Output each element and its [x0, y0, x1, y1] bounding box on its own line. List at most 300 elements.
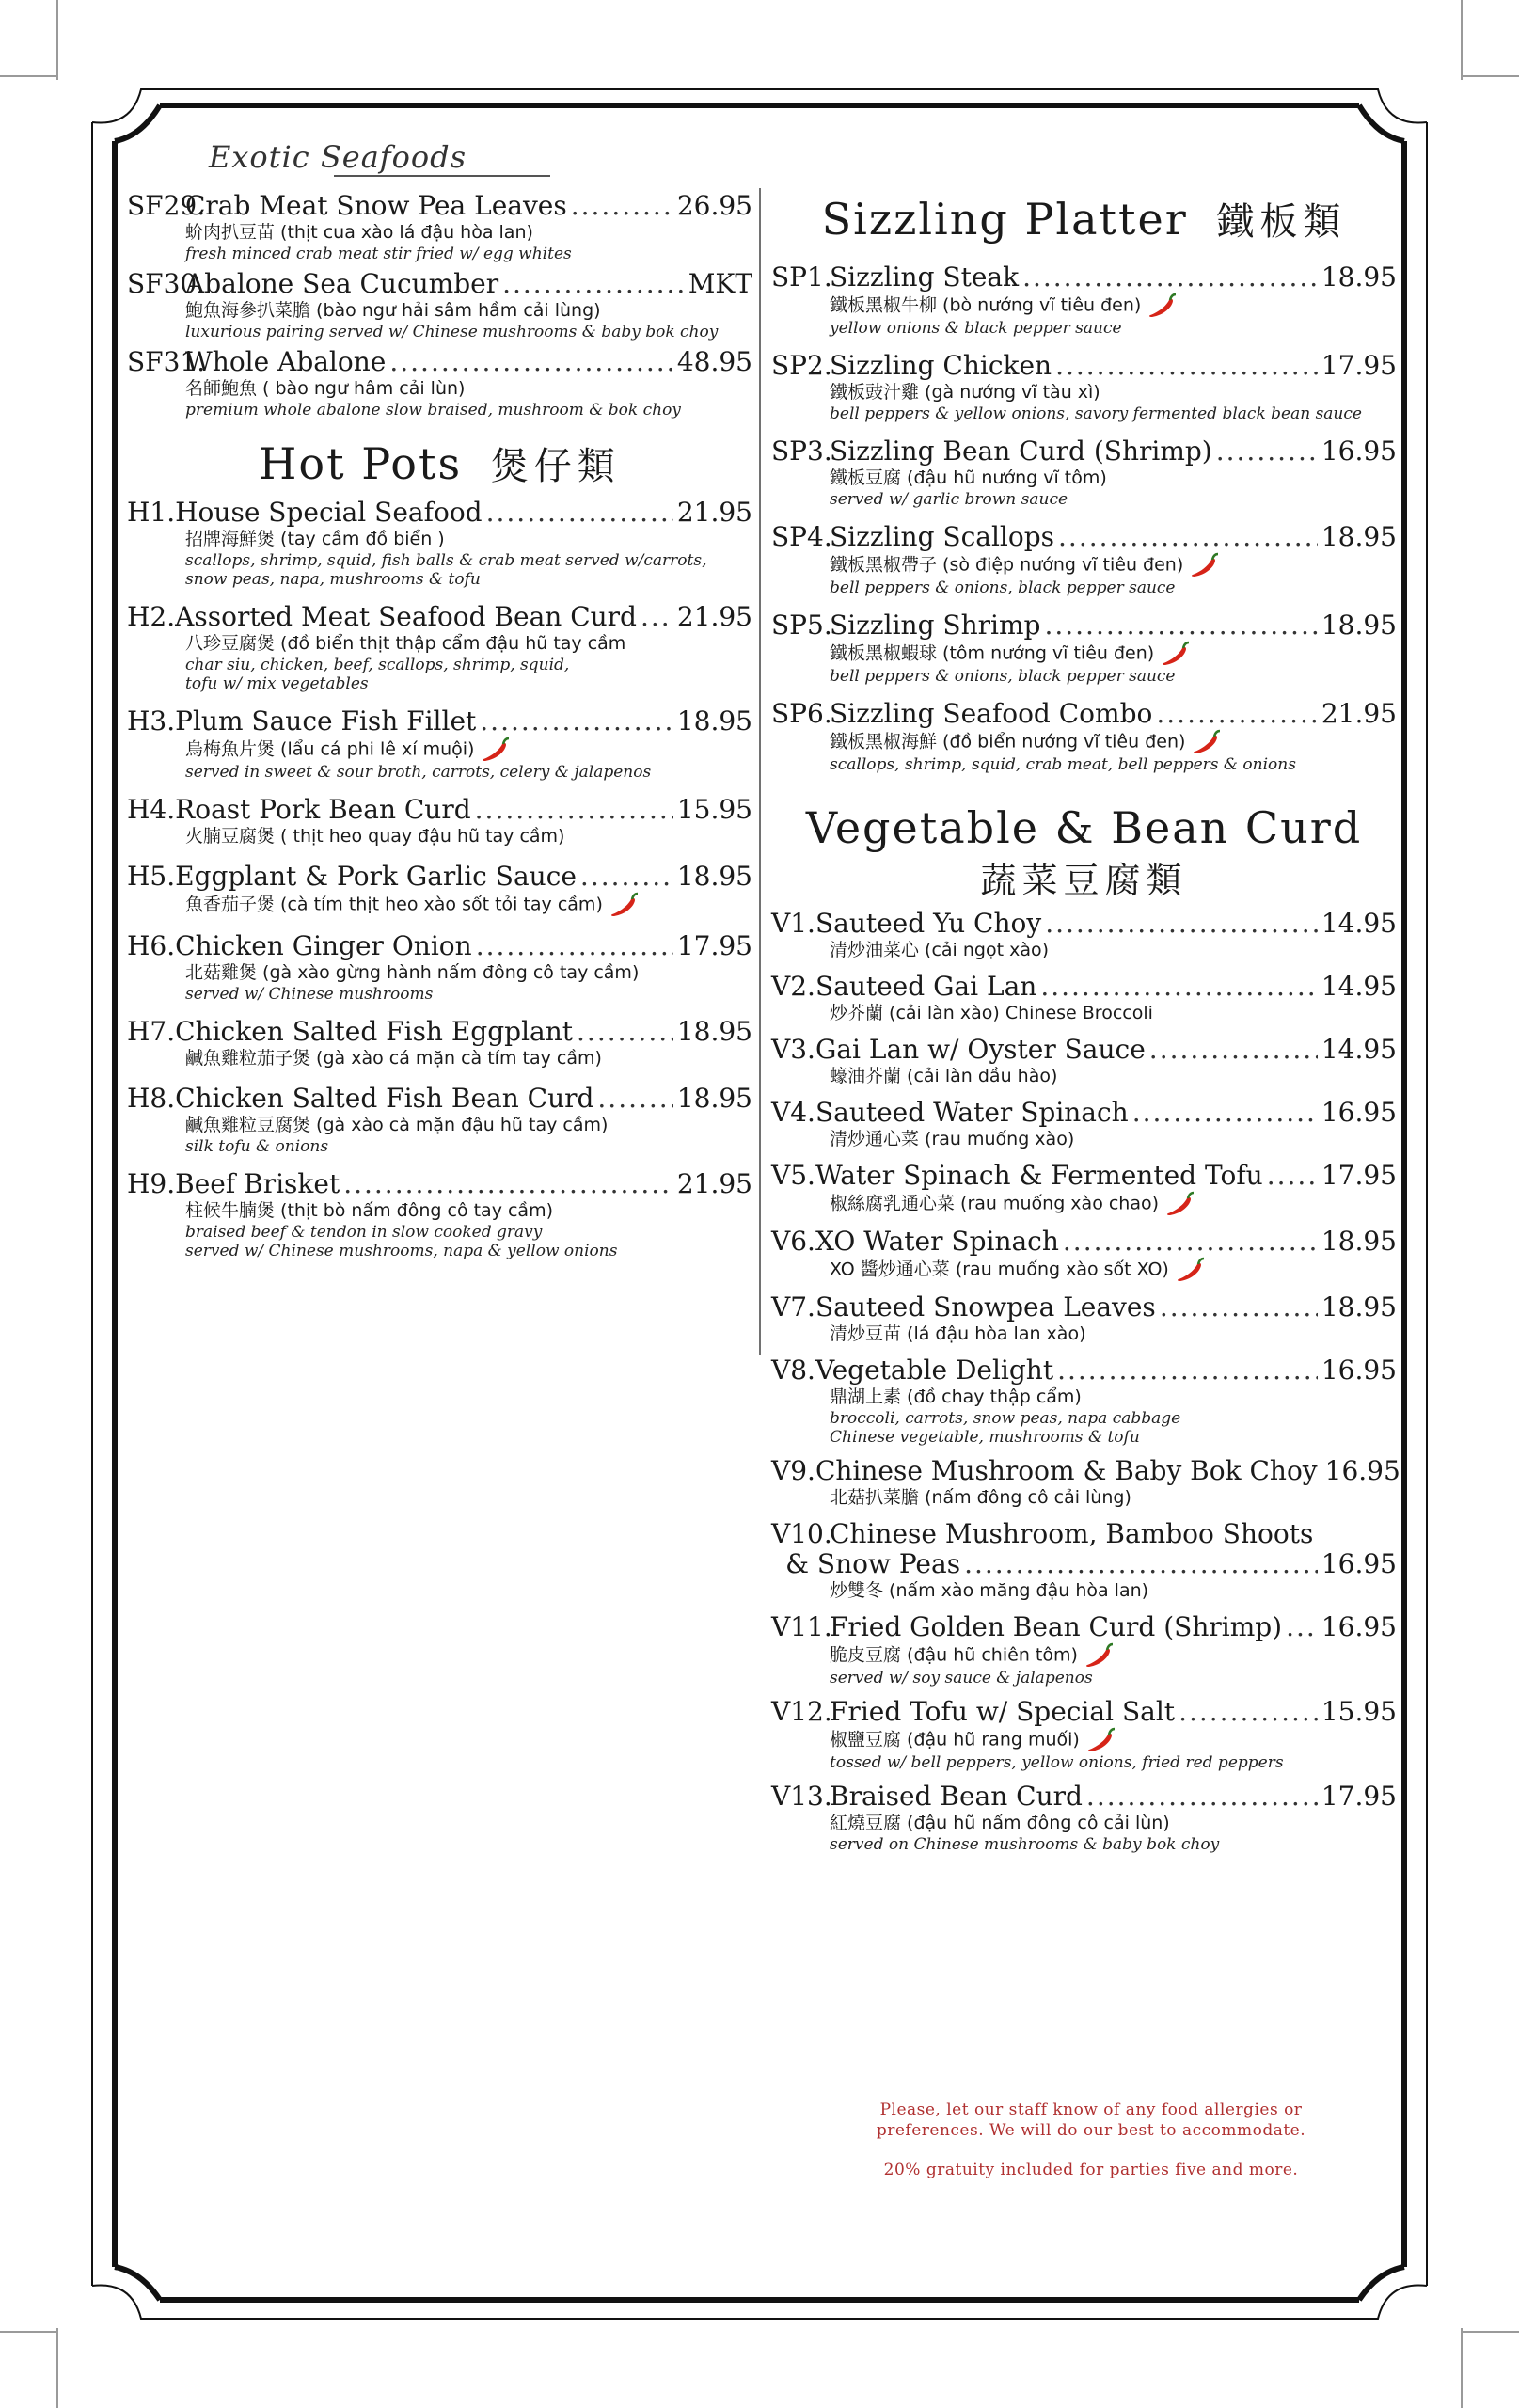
item-code: SF29.: [127, 190, 206, 221]
menu-item: [127, 498, 752, 589]
item-name: Sauteed Yu Choy: [815, 908, 1042, 939]
dot-leader: [343, 1169, 673, 1199]
gratuity-notice: 20% gratuity included for parties five and more.: [883, 2161, 1299, 2179]
item-chinese-vietnamese-text: 蚧肉扒豆苗 (thịt cua xào lá đậu hòa lan): [185, 222, 533, 243]
item-name: Sizzling Scallops: [830, 521, 1055, 552]
item-description: bell peppers & onions, black pepper sauce: [830, 667, 1176, 686]
item-price: 18.95: [1321, 1226, 1397, 1257]
menu-item-row: [127, 347, 752, 377]
item-description: snow peas, napa, mushrooms & tofu: [185, 570, 481, 589]
item-code: V13.: [771, 1781, 832, 1812]
menu-item-row: [771, 351, 1397, 381]
item-name: Roast Pork Bean Curd: [175, 794, 471, 825]
item-code: H4.: [127, 794, 176, 825]
menu-item: [771, 351, 1397, 423]
item-name: Eggplant & Pork Garlic Sauce: [175, 861, 577, 892]
chili-pepper-icon: [1189, 729, 1221, 755]
vegetable-heading: [771, 802, 1397, 903]
hot-pots-list: [127, 498, 752, 1260]
dot-leader: [1149, 1035, 1318, 1065]
item-description: bell peppers & yellow onions, savory fermented black bean sauce: [830, 404, 1362, 423]
dot-leader: [1045, 909, 1318, 939]
item-name: Braised Bean Curd: [830, 1781, 1083, 1812]
item-name-continued: & Snow Peas: [785, 1548, 961, 1579]
item-code: H3.: [127, 705, 176, 737]
item-chinese-vietnamese: [771, 1727, 1397, 1753]
item-chinese-vietnamese-text: 脆皮豆腐 (đậu hũ chiên tôm): [830, 1644, 1078, 1666]
item-price: 18.95: [1321, 610, 1397, 641]
menu-item-row: [771, 1292, 1397, 1323]
right-column: [771, 188, 1400, 1863]
dot-leader: [1055, 351, 1318, 381]
item-chinese-vietnamese-text: 鼎湖上素 (đồ chay thập cẩm): [830, 1386, 1082, 1407]
item-name: Sizzling Seafood Combo: [830, 698, 1153, 729]
menu-item: [127, 269, 752, 341]
item-code: H6.: [127, 930, 176, 961]
vegetable-list: [771, 908, 1400, 1854]
menu-item: [771, 699, 1397, 774]
dot-leader: [1160, 1292, 1318, 1323]
item-chinese-vietnamese: [771, 1579, 1397, 1603]
item-chinese-vietnamese: [771, 293, 1397, 319]
item-name: Sauteed Gai Lan: [815, 971, 1037, 1002]
item-price: 17.95: [1321, 1781, 1397, 1812]
item-code: H1.: [127, 497, 176, 528]
item-chinese-vietnamese: [127, 528, 752, 551]
menu-item-row: [771, 1455, 1400, 1486]
item-chinese-vietnamese-text: 鐵板豉汁雞 (gà nướng vĩ tàu xì): [830, 382, 1100, 403]
item-chinese-vietnamese-text: 鐵板黑椒牛柳 (bò nướng vĩ tiêu đen): [830, 294, 1142, 316]
item-price: 18.95: [676, 861, 752, 892]
menu-item: [771, 909, 1397, 962]
item-description: served in sweet & sour broth, carrots, celery & jalapenos: [185, 763, 652, 782]
dot-leader: [502, 269, 685, 299]
item-description: broccoli, carrots, snow peas, napa cabbage: [830, 1409, 1181, 1428]
item-price: 18.95: [676, 1083, 752, 1114]
menu-item: [771, 1035, 1397, 1088]
item-code: V5.: [771, 1160, 815, 1191]
item-chinese-vietnamese: [771, 467, 1397, 490]
item-description: served w/ Chinese mushrooms, napa & yellow onions: [185, 1242, 618, 1260]
chili-pepper-icon: [1163, 1191, 1195, 1217]
item-chinese-vietnamese: [127, 1114, 752, 1137]
item-chinese-vietnamese-text: 招牌海鮮煲 (tay cầm đồ biển ): [185, 529, 445, 549]
menu-item-row: [771, 1227, 1397, 1257]
item-code: SP1.: [771, 261, 832, 293]
item-price: 17.95: [1321, 1160, 1397, 1191]
menu-item-row: [127, 1169, 752, 1199]
item-description: served w/ Chinese mushrooms: [185, 985, 434, 1004]
item-chinese-vietnamese-text: 鐵板黑椒海鮮 (đồ biển nướng vĩ tiêu đen): [830, 731, 1186, 752]
item-chinese-vietnamese: [771, 1191, 1397, 1217]
item-name: Crab Meat Snow Pea Leaves: [185, 190, 567, 221]
item-description: scallops, shrimp, squid, fish balls & crab meat served w/carrots,: [185, 551, 707, 570]
menu-item-row: [771, 262, 1397, 293]
menu-item-row: [127, 1084, 752, 1114]
menu-item-row: [127, 795, 752, 825]
dot-leader: [476, 931, 673, 961]
item-code: V4.: [771, 1097, 815, 1128]
item-code: V1.: [771, 908, 815, 939]
item-chinese-vietnamese: [127, 825, 752, 848]
item-description: fresh minced crab meat stir fried w/ egg whites: [185, 245, 572, 263]
item-chinese-vietnamese: [771, 1323, 1397, 1346]
item-name: Chicken Ginger Onion: [175, 930, 472, 961]
menu-item: [127, 1169, 752, 1260]
menu-item: [127, 347, 752, 420]
menu-item-row: [127, 931, 752, 961]
item-price: 17.95: [1321, 350, 1397, 381]
item-chinese-vietnamese-text: 北菇雞煲 (gà xào gừng hành nấm đông cô tay cầm): [185, 962, 640, 983]
chili-pepper-icon: [1158, 641, 1190, 667]
item-price: 14.95: [1321, 908, 1397, 939]
item-chinese-vietnamese: [127, 1199, 752, 1223]
item-chinese-vietnamese-text: 炒芥蘭 (cải làn xào) Chinese Broccoli: [830, 1003, 1153, 1023]
menu-item-row: [127, 498, 752, 528]
item-description: served w/ soy sauce & jalapenos: [830, 1669, 1093, 1687]
item-chinese-vietnamese-text: 紅燒豆腐 (đậu hũ nấm đông cô cải lùn): [830, 1813, 1170, 1833]
menu-item: [771, 1098, 1397, 1151]
hot-pots-title: Hot Pots: [259, 438, 463, 489]
notice-line-2: preferences. We will do our best to accommodate.: [876, 2121, 1306, 2140]
item-price: 21.95: [676, 601, 752, 632]
item-price: 14.95: [1321, 1034, 1397, 1065]
dot-leader: [597, 1084, 672, 1114]
item-chinese-vietnamese-text: 烏梅魚片煲 (lẩu cá phi lê xí muội): [185, 738, 475, 760]
item-code: SF31.: [127, 346, 206, 377]
menu-item: [771, 1355, 1397, 1447]
menu-item-row: [771, 972, 1397, 1002]
item-description: luxurious pairing served w/ Chinese mushrooms & baby bok choy: [185, 323, 719, 341]
item-chinese-vietnamese: [127, 961, 752, 985]
item-name: Chinese Mushroom & Baby Bok Choy: [815, 1455, 1318, 1486]
item-name: Chicken Salted Fish Bean Curd: [175, 1083, 594, 1114]
menu-item: [771, 1697, 1397, 1772]
dot-leader: [1022, 262, 1318, 293]
exotic-seafoods-list: [127, 191, 752, 420]
item-price: 16.95: [1321, 1354, 1397, 1386]
item-description: Chinese vegetable, mushrooms & tofu: [830, 1428, 1140, 1447]
menu-item: [771, 1519, 1397, 1603]
menu-item: [771, 1455, 1400, 1510]
item-chinese-vietnamese: [771, 381, 1397, 404]
item-code: V12.: [771, 1696, 832, 1727]
item-chinese-vietnamese-text: 柱候牛腩煲 (thịt bò nấm đông cô tay cầm): [185, 1200, 553, 1221]
menu-item: [771, 1227, 1397, 1283]
item-code: V2.: [771, 971, 815, 1002]
item-description: premium whole abalone slow braised, mushroom & bok choy: [185, 401, 681, 420]
item-price: MKT: [688, 268, 752, 299]
menu-item-row: [771, 1549, 1397, 1579]
item-price: 21.95: [676, 1168, 752, 1199]
chili-pepper-icon: [1084, 1727, 1116, 1753]
item-chinese-vietnamese: [127, 299, 752, 323]
menu-item-row: [771, 1612, 1397, 1642]
item-description: char siu, chicken, beef, scallops, shrimp, squid,: [185, 656, 570, 674]
item-chinese-vietnamese-text: 火腩豆腐煲 ( thịt heo quay đậu hũ tay cầm): [185, 826, 565, 847]
item-code: V6.: [771, 1226, 815, 1257]
item-chinese-vietnamese-text: 椒鹽豆腐 (đậu hũ rang muối): [830, 1729, 1080, 1751]
menu-item-row: [127, 706, 752, 737]
menu-item-row: [127, 191, 752, 221]
item-code: V10.: [771, 1518, 832, 1549]
item-chinese-vietnamese: [771, 939, 1397, 962]
chili-pepper-icon: [607, 892, 639, 918]
item-name: Water Spinach & Fermented Tofu: [815, 1160, 1263, 1191]
item-name: Abalone Sea Cucumber: [185, 268, 499, 299]
chili-pepper-icon: [478, 737, 510, 763]
item-name: Fried Tofu w/ Special Salt: [830, 1696, 1176, 1727]
menu-item-row: [771, 1035, 1397, 1065]
item-chinese-vietnamese-text: 炒雙冬 (nấm xào măng đậu hòa lan): [830, 1580, 1149, 1601]
dot-leader: [1179, 1697, 1318, 1727]
item-price: 48.95: [676, 346, 752, 377]
item-name: Beef Brisket: [175, 1168, 340, 1199]
item-code: V3.: [771, 1034, 815, 1065]
item-price: 16.95: [1321, 436, 1397, 467]
menu-item: [127, 602, 752, 693]
menu-item: [771, 1612, 1397, 1687]
item-code: H2.: [127, 601, 176, 632]
item-name: Chicken Salted Fish Eggplant: [175, 1016, 574, 1047]
item-code: SP5.: [771, 610, 832, 641]
item-price: 15.95: [1321, 1696, 1397, 1727]
item-name: Sauteed Snowpea Leaves: [815, 1291, 1156, 1323]
item-chinese-vietnamese: [771, 1128, 1397, 1151]
item-code: H5.: [127, 861, 176, 892]
item-price: 18.95: [1321, 1291, 1397, 1323]
dot-leader: [1086, 1782, 1318, 1812]
dot-leader: [475, 795, 673, 825]
item-chinese-vietnamese-text: 魚香茄子煲 (cà tím thịt heo xào sốt tỏi tay cầm): [185, 894, 603, 915]
item-chinese-vietnamese-text: 鐵板豆腐 (đậu hũ nướng vĩ tôm): [830, 467, 1107, 488]
item-name: Sauteed Water Spinach: [815, 1097, 1129, 1128]
item-name: Fried Golden Bean Curd (Shrimp): [830, 1611, 1283, 1642]
dot-leader: [580, 862, 673, 892]
menu-item-row: [127, 862, 752, 892]
item-price: 18.95: [1321, 261, 1397, 293]
dot-leader: [571, 191, 673, 221]
item-name: Sizzling Bean Curd (Shrimp): [830, 436, 1212, 467]
item-code: SP4.: [771, 521, 832, 552]
exotic-seafoods-title: Exotic Seafoods: [209, 139, 467, 175]
item-code: H7.: [127, 1016, 176, 1047]
item-code: H9.: [127, 1168, 176, 1199]
vegetable-title: Vegetable & Bean Curd: [805, 802, 1363, 853]
item-name: Assorted Meat Seafood Bean Curd: [175, 601, 637, 632]
chili-pepper-icon: [1173, 1257, 1205, 1283]
dot-leader: [1267, 1161, 1318, 1191]
item-name: Vegetable Delight: [815, 1354, 1054, 1386]
item-code: H8.: [127, 1083, 176, 1114]
sizzling-platter-list: [771, 262, 1397, 774]
item-name: Chinese Mushroom, Bamboo Shoots: [830, 1518, 1314, 1549]
chili-pepper-icon: [1145, 293, 1177, 319]
item-code: V8.: [771, 1354, 815, 1386]
item-name: Sizzling Steak: [830, 261, 1020, 293]
menu-item: [771, 1782, 1397, 1854]
dot-leader: [1058, 522, 1318, 552]
menu-item: [771, 1161, 1397, 1217]
menu-item-row: [771, 1519, 1397, 1549]
menu-item-row: [771, 1161, 1397, 1191]
menu-item: [771, 972, 1397, 1025]
item-price: 26.95: [676, 190, 752, 221]
item-chinese-vietnamese: [127, 377, 752, 401]
item-code: SF30.: [127, 268, 206, 299]
dot-leader: [1132, 1098, 1318, 1128]
dot-leader: [1040, 972, 1318, 1002]
item-chinese-vietnamese: [771, 641, 1397, 667]
item-price: 15.95: [676, 794, 752, 825]
chili-pepper-icon: [1187, 552, 1219, 578]
menu-item-row: [771, 436, 1397, 467]
dot-leader: [486, 498, 673, 528]
item-name: Sizzling Chicken: [830, 350, 1052, 381]
item-chinese-vietnamese-text: 八珍豆腐煲 (đồ biển thịt thập cẩm đậu hũ tay cầm: [185, 633, 626, 654]
item-chinese-vietnamese-text: 鹹魚雞粒豆腐煲 (gà xào cà mặn đậu hũ tay cầm): [185, 1115, 609, 1135]
item-code: V7.: [771, 1291, 815, 1323]
left-column: [127, 136, 752, 1274]
item-chinese-vietnamese-text: 名師鮑魚 ( bào ngư hâm cải lùn): [185, 378, 466, 399]
item-name: Sizzling Shrimp: [830, 610, 1041, 641]
item-chinese-vietnamese: [127, 1047, 752, 1070]
item-price: 17.95: [676, 930, 752, 961]
dot-leader: [1057, 1355, 1318, 1386]
item-chinese-vietnamese-text: 鮑魚海參扒菜膽 (bào ngư hải sâm hầm cải lùng): [185, 300, 601, 321]
item-code: V9.: [771, 1455, 815, 1486]
item-name: Gai Lan w/ Oyster Sauce: [815, 1034, 1146, 1065]
dot-leader: [389, 347, 672, 377]
item-chinese-vietnamese: [127, 221, 752, 245]
item-code: SP2.: [771, 350, 832, 381]
hot-pots-title-cn: 煲仔類: [490, 445, 621, 488]
item-chinese-vietnamese-text: 北菇扒菜膽 (nấm đông cô cải lùng): [830, 1487, 1131, 1508]
menu-item: [127, 795, 752, 848]
menu-item-row: [771, 1782, 1397, 1812]
dot-leader: [1156, 699, 1317, 729]
item-price: 16.95: [1324, 1455, 1400, 1486]
item-chinese-vietnamese-text: 清炒豆苗 (lá đậu hòa lan xào): [830, 1323, 1086, 1344]
sizzling-platter-title: Sizzling Platter: [821, 194, 1188, 245]
menu-item-row: [771, 1098, 1397, 1128]
item-description: yellow onions & black pepper sauce: [830, 319, 1122, 338]
item-chinese-vietnamese: [771, 1002, 1397, 1025]
item-price: 21.95: [1321, 698, 1397, 729]
menu-item: [127, 931, 752, 1004]
dot-leader: [577, 1017, 673, 1047]
item-description: tossed w/ bell peppers, yellow onions, fried red peppers: [830, 1753, 1284, 1772]
item-description: braised beef & tendon in slow cooked gravy: [185, 1223, 543, 1242]
dot-leader: [964, 1549, 1318, 1579]
menu-item: [771, 522, 1397, 597]
dot-leader: [1286, 1612, 1318, 1642]
item-price: 18.95: [1321, 521, 1397, 552]
dot-leader: [1044, 610, 1317, 641]
item-price: 16.95: [1321, 1548, 1397, 1579]
dot-leader: [1216, 436, 1318, 467]
item-chinese-vietnamese: [771, 1486, 1397, 1510]
item-chinese-vietnamese: [771, 1386, 1397, 1409]
item-price: 16.95: [1321, 1097, 1397, 1128]
menu-item-row: [771, 610, 1397, 641]
dot-leader: [480, 706, 673, 737]
menu-item: [771, 436, 1397, 509]
menu-item: [127, 191, 752, 263]
notice-line-1: Please, let our staff know of any food allergies or: [879, 2100, 1303, 2119]
menu-item: [127, 1017, 752, 1070]
item-code: SP6.: [771, 698, 832, 729]
menu-item-row: [771, 1355, 1397, 1386]
item-chinese-vietnamese: [771, 1642, 1397, 1669]
item-price: 14.95: [1321, 971, 1397, 1002]
item-price: 16.95: [1321, 1611, 1397, 1642]
item-description: served w/ garlic brown sauce: [830, 490, 1068, 509]
item-chinese-vietnamese-text: 清炒通心菜 (rau muống xào): [830, 1129, 1075, 1149]
menu-item-row: [771, 699, 1397, 729]
menu-item-row: [771, 909, 1397, 939]
dot-leader: [1063, 1227, 1318, 1257]
item-chinese-vietnamese-text: 鹹魚雞粒茄子煲 (gà xào cá mặn cà tím tay cầm): [185, 1048, 602, 1069]
menu-item: [771, 262, 1397, 338]
menu-item-row: [771, 1697, 1397, 1727]
hot-pots-heading: [127, 436, 752, 490]
item-chinese-vietnamese: [127, 892, 752, 918]
item-chinese-vietnamese-text: 蠔油芥蘭 (cải làn dầu hào): [830, 1066, 1058, 1086]
menu-item-row: [127, 269, 752, 299]
item-code: V11.: [771, 1611, 832, 1642]
item-chinese-vietnamese: [771, 1065, 1397, 1088]
item-chinese-vietnamese: [127, 737, 752, 763]
item-description: silk tofu & onions: [185, 1137, 329, 1156]
item-chinese-vietnamese-text: 鐵板黑椒帶子 (sò điệp nướng vĩ tiêu đen): [830, 554, 1184, 576]
menu-item-row: [127, 602, 752, 632]
item-description: scallops, shrimp, squid, crab meat, bell peppers & onions: [830, 755, 1296, 774]
menu-item: [127, 1084, 752, 1156]
item-price: 18.95: [676, 1016, 752, 1047]
item-chinese-vietnamese: [771, 1257, 1397, 1283]
item-name: Whole Abalone: [185, 346, 387, 377]
item-description: served on Chinese mushrooms & baby bok choy: [830, 1835, 1220, 1854]
menu-item-row: [771, 522, 1397, 552]
chili-pepper-icon: [1082, 1642, 1114, 1669]
item-price: 21.95: [676, 497, 752, 528]
menu-item-row: [127, 1017, 752, 1047]
item-description: bell peppers & onions, black pepper sauce: [830, 578, 1176, 597]
item-chinese-vietnamese: [771, 729, 1397, 755]
item-chinese-vietnamese-text: XO 醬炒通心菜 (rau muống xào sốt XO): [830, 1259, 1169, 1280]
item-chinese-vietnamese: [771, 552, 1397, 578]
menu-item: [127, 706, 752, 782]
item-name: XO Water Spinach: [815, 1226, 1059, 1257]
vegetable-title-cn: 蔬菜豆腐類: [980, 860, 1188, 901]
dot-leader: [641, 602, 673, 632]
menu-item: [771, 1292, 1397, 1346]
sizzling-platter-heading: [771, 192, 1397, 246]
item-price: 18.95: [676, 705, 752, 737]
sizzling-platter-title-cn: 鐵板類: [1216, 200, 1347, 244]
item-chinese-vietnamese-text: 清炒油菜心 (cải ngọt xào): [830, 940, 1050, 960]
menu-item: [127, 862, 752, 918]
item-name: House Special Seafood: [175, 497, 483, 528]
item-code: SP3.: [771, 436, 832, 467]
item-description: tofu w/ mix vegetables: [185, 674, 369, 693]
item-chinese-vietnamese-text: 椒絲腐乳通心菜 (rau muống xào chao): [830, 1193, 1160, 1214]
allergy-notice: [809, 2099, 1373, 2180]
item-name: Plum Sauce Fish Fillet: [175, 705, 477, 737]
item-chinese-vietnamese: [127, 632, 752, 656]
item-chinese-vietnamese: [771, 1812, 1397, 1835]
